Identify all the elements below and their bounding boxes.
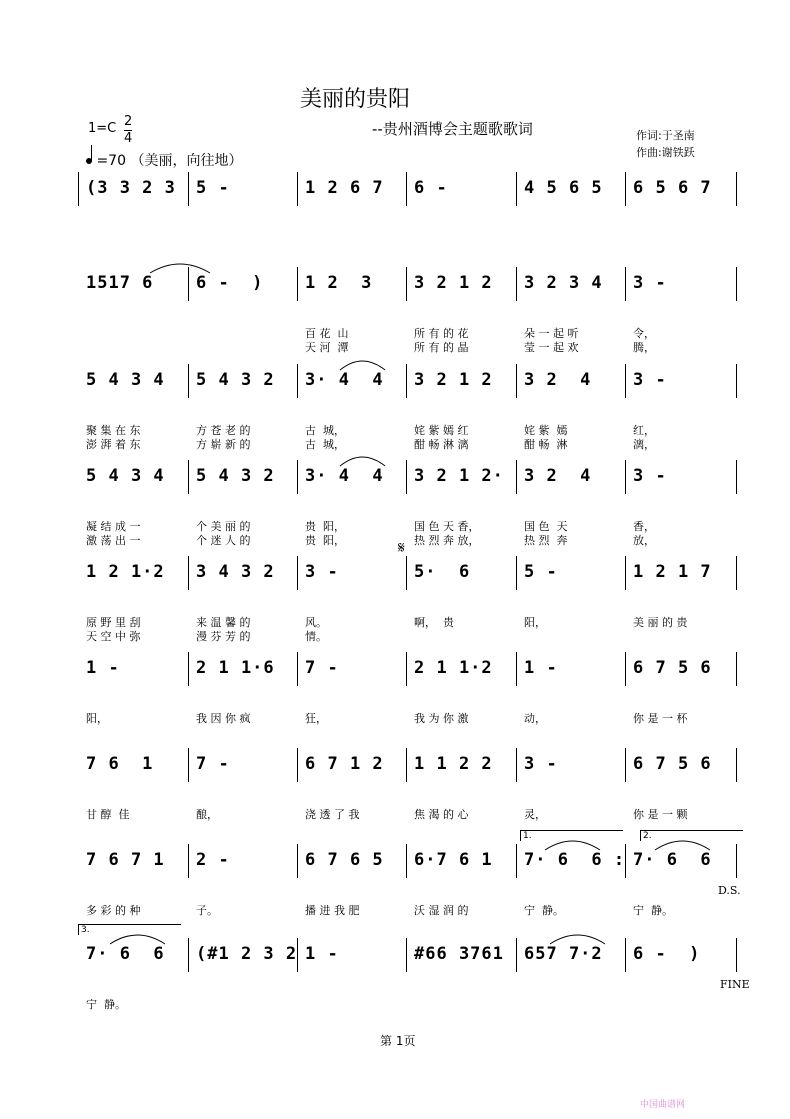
measure: 5 4 3 2 [196, 466, 275, 486]
lyric-line: 方 崭 新 的 [196, 438, 251, 451]
slur-arc [110, 930, 165, 944]
bar-line [736, 748, 737, 782]
measure: 7· 6 6 : [524, 850, 626, 870]
song-title: 美丽的贵阳 [300, 87, 411, 112]
slur-arc [340, 452, 385, 466]
measure: 3 2 1 2· [414, 466, 504, 486]
lyric-line: 宁 静。 [524, 904, 564, 917]
lyric-line: 酿， [196, 808, 218, 821]
measure: 3 2 3 4 [524, 273, 603, 293]
lyric-line: 宁 静。 [633, 904, 673, 917]
time-signature [124, 114, 132, 147]
measure: 3· 4 4 [305, 466, 384, 486]
lyric-line: 阳， [524, 616, 546, 629]
lyric-line: 天 河 潭 [305, 341, 349, 354]
bar-line [625, 844, 626, 878]
measure: (#1 2 3 2 [196, 944, 298, 964]
measure: 6 - ) [633, 944, 701, 964]
bar-line [188, 844, 189, 878]
bar-line [516, 652, 517, 686]
lyric-line: 莹 一 起 欢 [524, 341, 579, 354]
lyric-line: 古 城， [305, 438, 345, 451]
lyric-line: 激 荡 出 一 [86, 534, 141, 547]
song-subtitle: --贵州酒博会主题歌歌词 [372, 120, 533, 138]
bar-line [297, 267, 298, 301]
measure: 6·7 6 1 [414, 850, 493, 870]
tempo-marking [86, 150, 242, 170]
measure: 3 2 4 [524, 466, 592, 486]
bar-line [188, 460, 189, 494]
time-bottom: 4 [124, 131, 133, 146]
lyric-line: 香， [633, 520, 655, 533]
measure: 5 - [524, 562, 558, 582]
measure: 1517 6 [86, 273, 154, 293]
bar-line [736, 172, 737, 206]
bar-line [625, 748, 626, 782]
bar-line [516, 748, 517, 782]
lyric-line: 你 是 一 颗 [633, 808, 688, 821]
quarter-note-icon [86, 158, 92, 164]
measure: 6 - [414, 178, 448, 198]
bar-line [516, 364, 517, 398]
lyric-line: 情。 [305, 630, 327, 643]
bar-line [625, 460, 626, 494]
bar-line [736, 652, 737, 686]
lyric-line: 浇 透 了 我 [305, 808, 360, 821]
lyric-line: 酣 畅 淋 漓 [414, 438, 469, 451]
bar-line [188, 172, 189, 206]
slur-arc [150, 259, 210, 273]
bar-line [625, 938, 626, 972]
page-number: 第 1页 [380, 1034, 416, 1048]
lyric-line: 漫 芬 芳 的 [196, 630, 251, 643]
lyric-line: 姹 紫 嫣 红 [414, 424, 469, 437]
lyric-line: 贵 阳， [305, 520, 345, 533]
lyric-line: 宁 静。 [86, 998, 126, 1011]
lyric-line: 动， [524, 712, 546, 725]
lyricist-credit: 作词:于圣南 [636, 129, 695, 142]
measure: 5 - [196, 178, 230, 198]
measure: 3 2 4 [524, 370, 592, 390]
measure: 1 2 3 [305, 273, 373, 293]
measure: 5· 6 [414, 562, 471, 582]
bar-line [188, 556, 189, 590]
bar-line [625, 364, 626, 398]
lyric-line: 我 为 你 激 [414, 712, 469, 725]
measure: 2 - [196, 850, 230, 870]
lyric-line: 腾， [633, 341, 655, 354]
watermark-logo: 中国曲谱网 [640, 1100, 686, 1110]
measure: 5 4 3 4 [86, 370, 165, 390]
lyric-line: 热 烈 奔 放， [414, 534, 480, 547]
measure: 1 - [305, 944, 339, 964]
lyric-line: 红， [633, 424, 655, 437]
measure: 2 1 1·2 [414, 658, 493, 678]
bar-line [78, 172, 79, 206]
bar-line [297, 938, 298, 972]
lyric-line: 沃 湿 润 的 [414, 904, 469, 917]
measure: 6 - ) [196, 273, 264, 293]
bar-line [516, 172, 517, 206]
measure: 7· 6 6 [86, 944, 165, 964]
lyric-line: 朵 一 起 听 [524, 327, 579, 340]
bar-line [516, 938, 517, 972]
measure: 3 2 1 2 [414, 370, 493, 390]
volta-bracket: 1. [520, 830, 623, 841]
bar-line [297, 652, 298, 686]
bar-line [406, 844, 407, 878]
bar-line [736, 556, 737, 590]
bar-line [406, 364, 407, 398]
measure: 3 - [633, 370, 667, 390]
measure: 657 7·2 [524, 944, 603, 964]
lyric-line: 焦 渴 的 心 [414, 808, 469, 821]
measure: 6 7 5 6 [633, 754, 712, 774]
bar-line [406, 652, 407, 686]
measure: 3 - [524, 754, 558, 774]
measure: #66 3761 [414, 944, 504, 964]
segno-icon: 𝄋 [398, 538, 405, 557]
bar-line [625, 652, 626, 686]
composer-credit: 作曲:谢铁跃 [636, 146, 695, 159]
measure: 7 6 1 [86, 754, 154, 774]
lyric-line: 放， [633, 534, 655, 547]
volta-bracket: 3. [78, 924, 181, 935]
lyric-line: 热 烈 奔 [524, 534, 568, 547]
bar-line [736, 267, 737, 301]
bar-line [736, 938, 737, 972]
lyric-line: 你 是 一 杯 [633, 712, 688, 725]
lyric-line: 古 城， [305, 424, 345, 437]
lyric-line: 所 有 的 花 [414, 327, 469, 340]
lyric-line: 播 进 我 肥 [305, 904, 360, 917]
measure: 2 1 1·6 [196, 658, 275, 678]
lyric-line: 天 空 中 弥 [86, 630, 141, 643]
lyric-line: 酣 畅 淋 [524, 438, 568, 451]
lyric-line: 方 苍 老 的 [196, 424, 251, 437]
bar-line [188, 364, 189, 398]
measure: 5 4 3 4 [86, 466, 165, 486]
measure: 3 - [305, 562, 339, 582]
bar-line [188, 652, 189, 686]
lyric-line: 狂， [305, 712, 327, 725]
lyric-line: 贵 阳， [305, 534, 345, 547]
measure: 1 2 6 7 [305, 178, 384, 198]
lyric-line: 聚 集 在 东 [86, 424, 141, 437]
bar-line [736, 364, 737, 398]
bar-line [516, 460, 517, 494]
lyric-line: 美 丽 的 贵 [633, 616, 688, 629]
bar-line [297, 748, 298, 782]
lyric-line: 我 因 你 疯 [196, 712, 251, 725]
measure: 6 7 1 2 [305, 754, 384, 774]
measure: 7· 6 6 [633, 850, 712, 870]
lyric-line: 国 色 天 香， [414, 520, 480, 533]
measure: 4 5 6 5 [524, 178, 603, 198]
lyric-line: 漓， [633, 438, 655, 451]
bar-line [625, 267, 626, 301]
lyric-line: 灵， [524, 808, 546, 821]
bar-line [188, 938, 189, 972]
measure: 7 - [305, 658, 339, 678]
ds-mark: D.S. [718, 884, 741, 897]
fine-mark: FINE [720, 978, 750, 991]
lyric-line: 甘 醇 佳 [86, 808, 130, 821]
bar-line [297, 556, 298, 590]
lyric-line: 子。 [196, 904, 218, 917]
expression-mark: （美丽，向往地） [130, 153, 243, 169]
slur-arc [550, 930, 605, 944]
bar-line [406, 460, 407, 494]
bar-line [406, 938, 407, 972]
bar-line [406, 556, 407, 590]
bar-line [736, 460, 737, 494]
bar-line [625, 556, 626, 590]
lyric-line: 阳， [86, 712, 108, 725]
measure: (3 3 2 3 [86, 178, 176, 198]
bar-line [625, 172, 626, 206]
lyric-line: 个 迷 人 的 [196, 534, 251, 547]
lyric-line: 凝 结 成 一 [86, 520, 141, 533]
lyric-line: 国 色 天 [524, 520, 568, 533]
time-top: 2 [124, 114, 133, 129]
measure: 3 - [633, 466, 667, 486]
measure: 7 6 7 1 [86, 850, 165, 870]
bar-line [516, 844, 517, 878]
key-signature: 1=C [88, 121, 117, 136]
lyric-line: 所 有 的 晶 [414, 341, 469, 354]
lyric-line: 姹 紫 嫣 [524, 424, 568, 437]
bar-line [516, 556, 517, 590]
slur-arc [545, 836, 600, 850]
measure: 1 2 1·2 [86, 562, 165, 582]
lyric-line: 原 野 里 刮 [86, 616, 141, 629]
bar-line [188, 748, 189, 782]
lyric-line: 来 温 馨 的 [196, 616, 251, 629]
lyric-line: 令， [633, 327, 655, 340]
measure: 3· 4 4 [305, 370, 384, 390]
bar-line [406, 267, 407, 301]
bar-line [516, 267, 517, 301]
measure: 1 - [86, 658, 120, 678]
lyric-line: 啊， 贵 [414, 616, 454, 629]
slur-arc [340, 356, 385, 370]
lyric-line: 多 彩 的 种 [86, 904, 141, 917]
bar-line [297, 460, 298, 494]
lyric-line: 风。 [305, 616, 327, 629]
measure: 7 - [196, 754, 230, 774]
measure: 3 2 1 2 [414, 273, 493, 293]
bar-line [297, 364, 298, 398]
volta-bracket: 2. [640, 830, 743, 841]
bar-line [736, 844, 737, 878]
lyric-line: 澎 湃 着 东 [86, 438, 141, 451]
measure: 6 7 6 5 [305, 850, 384, 870]
measure: 6 7 5 6 [633, 658, 712, 678]
measure: 1 - [524, 658, 558, 678]
bar-line [297, 172, 298, 206]
measure: 5 4 3 2 [196, 370, 275, 390]
measure: 1 2 1 7 [633, 562, 712, 582]
measure: 6 5 6 7 [633, 178, 712, 198]
bar-line [406, 172, 407, 206]
measure: 3 - [633, 273, 667, 293]
measure: 1 1 2 2 [414, 754, 493, 774]
slur-arc [655, 836, 710, 850]
lyric-line: 个 美 丽 的 [196, 520, 251, 533]
measure: 3 4 3 2 [196, 562, 275, 582]
bar-line [406, 748, 407, 782]
lyric-line: 百 花 山 [305, 327, 349, 340]
tempo-value: =70 [96, 153, 126, 169]
bar-line [297, 844, 298, 878]
